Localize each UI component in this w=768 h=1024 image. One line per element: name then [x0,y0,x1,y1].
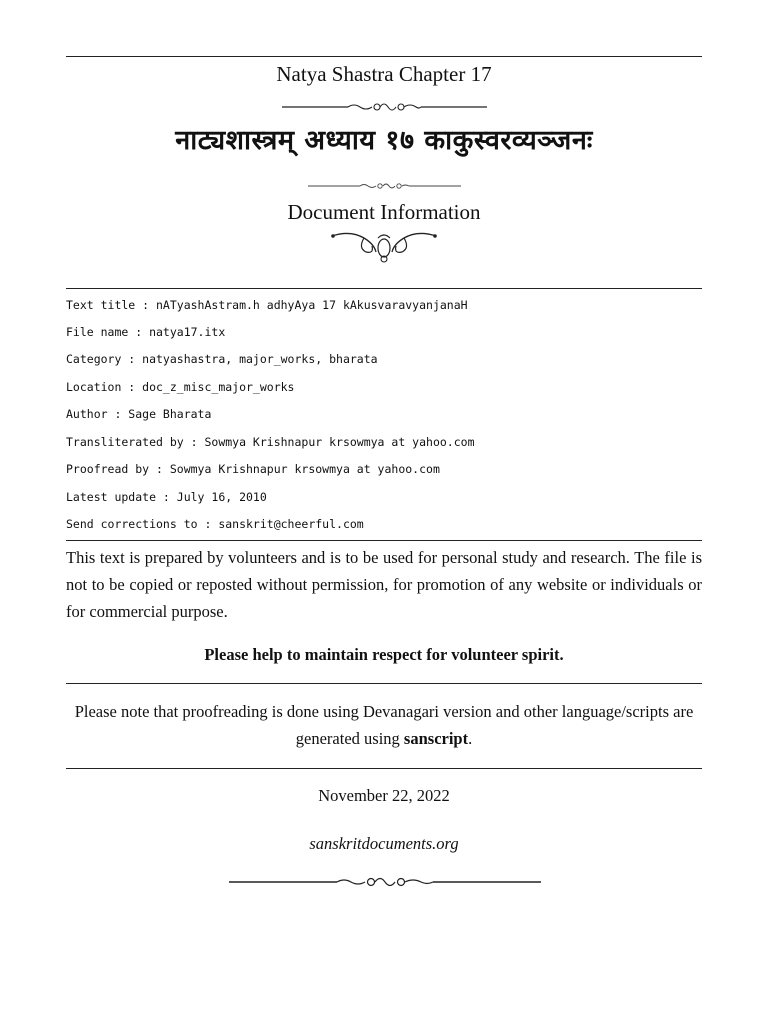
flourish-divider-icon [282,100,487,114]
proofreading-note [66,698,702,752]
meta-latest-update: Latest update : July 16, 2010 [66,490,267,504]
proofreading-text: Please note that proofreading is done using Devanagari version and other language/scripts are generated using [74,702,694,748]
section-heading: Document Information [287,200,481,224]
meta-text-title: Text title : nATyashAstram.h adhyAya 17 kAkusvaravyanjanaH [66,298,468,312]
meta-file-name: File name : natya17.itx [66,325,226,339]
respect-notice: Please help to maintain respect for volunteer spirit. [204,645,564,664]
volunteer-notice: This text is prepared by volunteers and is to be used for personal study and research. The file is not to be copied or reposted without permission, for promotion of any website or individuals or for commercial purpose. [66,548,702,621]
meta-category: Category : natyashastra, major_works, bharata [66,352,378,366]
meta-author: Author : Sage Bharata [66,407,212,421]
meta-send-corrections: Send corrections to : sanskrit@cheerful.com [66,517,364,531]
sanskrit-title: नाट्यशास्त्रम् अध्याय १७ काकुस्वरव्यञ्जनः [175,125,593,156]
flourish-divider-icon [308,181,461,191]
proofreading-end: . [468,729,473,748]
top-rule [66,56,702,57]
site-name: sanskritdocuments.org [309,834,459,853]
flourish-divider-icon [229,875,541,889]
sanscript-label: sanscript [403,729,469,748]
metadata-bottom-rule [66,540,702,541]
page-title: Natya Shastra Chapter 17 [276,62,492,86]
notice-rule [66,683,702,684]
proofreading-rule [66,768,702,769]
meta-location: Location : doc_z_misc_major_works [66,380,295,394]
meta-proofread-by: Proofread by : Sowmya Krishnapur krsowmya at yahoo.com [66,462,440,476]
document-date: November 22, 2022 [318,786,450,805]
metadata-top-rule [66,288,702,289]
scroll-ornament-icon [330,226,438,266]
meta-transliterated-by: Transliterated by : Sowmya Krishnapur krsowmya at yahoo.com [66,435,475,449]
